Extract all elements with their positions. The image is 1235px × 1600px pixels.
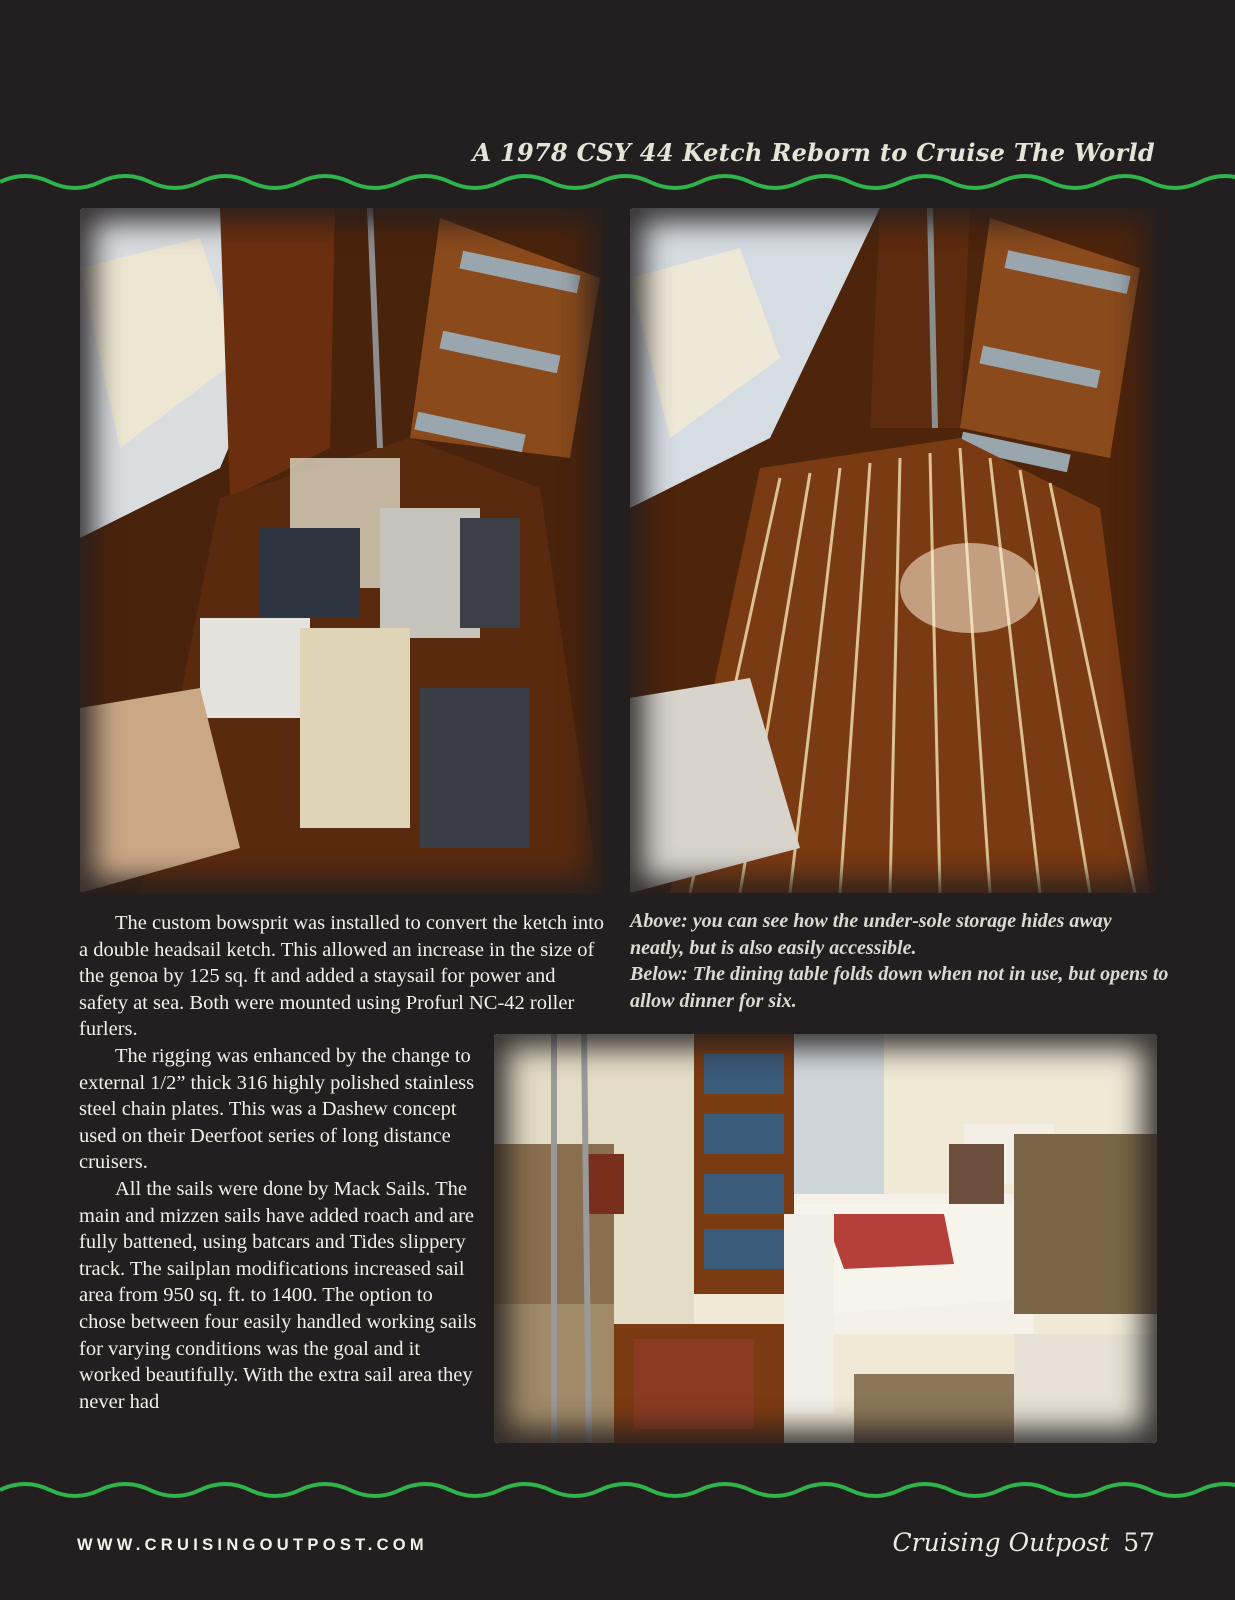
article-paragraph: The rigging was enhanced by the change to external 1/2” thick 316 highly polished stainless steel chain plates. This was a Dashew concept used on their Deerfoot series of long distance cruisers. [79,1044,475,1174]
footer-magazine-name: Cruising Outpost [892,1528,1110,1557]
article-paragraph: All the sails were done by Mack Sails. The main and mizzen sails have added roach and are fully battened, using batcars and Tides slippery track. The sailplan modifications increased sail area from 950 sq. ft. to 1400. The option to chose between four easily handled working sails for varying conditions was the goal and it worked beautifully. With the extra sail area they never had [79,1177,477,1413]
footer-page-number: 57 [1123,1528,1155,1557]
footer-website-url: WWW.CRUISINGOUTPOST.COM [77,1536,428,1554]
green-wave-divider-bottom [0,1478,1235,1502]
caption-below: Below: The dining table folds down when not in use, but opens to allow dinner for six. [630,963,1169,1012]
green-wave-divider-top [0,170,1235,194]
article-paragraph: The custom bowsprit was installed to convert the ketch into a double headsail ketch. This allowed an increase in the size of the genoa by 125 sq. ft and added a staysail for power and safety at sea. Both were mounted using Profurl NC-42 roller furlers. [79,912,605,1041]
caption-above: Above: you can see how the under-sole storage hides away neatly, but is also easily accessible. [630,910,1112,959]
footer-folio [893,1528,1155,1557]
photo-under-sole-storage-open [80,208,603,893]
photo-caption [630,908,1170,1014]
page-header-title: A 1978 CSY 44 Ketch Reborn to Cruise The World [472,138,1155,167]
photo-sole-closed-teak-floor [630,208,1156,893]
photo-dining-table-saloon [494,1034,1157,1443]
